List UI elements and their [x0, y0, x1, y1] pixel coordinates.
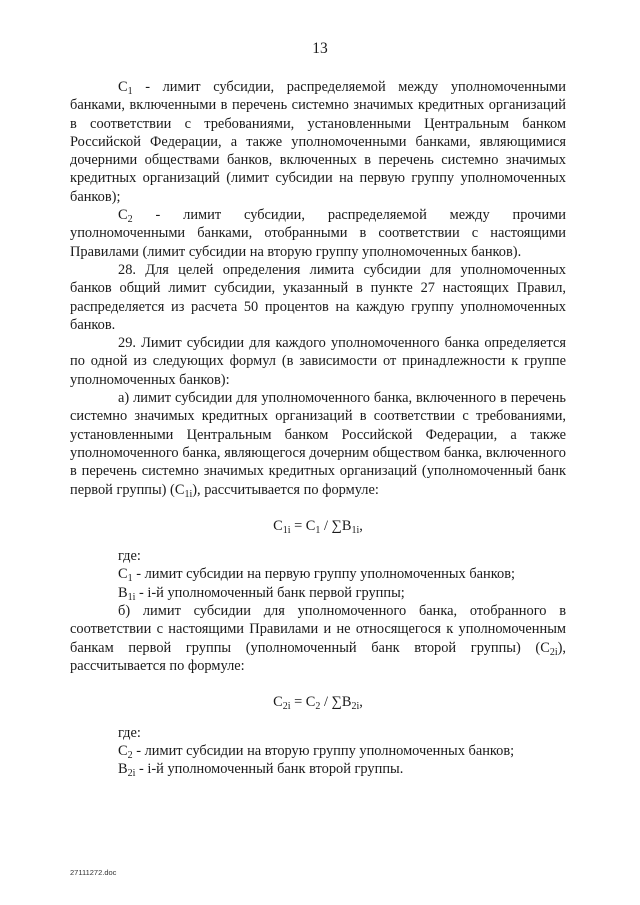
paragraph-text: - лимит субсидии, распределяемой между прочими уполномоченными банками, отобранными в соответствии с настоящими Правилами (лимит субсидии на вторую группу уполномоченных банков). — [70, 207, 566, 260]
subscript: 2i — [127, 768, 136, 780]
subscript: 2i — [351, 701, 360, 713]
definition-text: - лимит субсидии на вторую группу уполномоченных банков; — [132, 742, 515, 759]
subscript: 2 — [127, 214, 133, 226]
formula-first-group — [70, 517, 566, 535]
paragraph-28: 28. Для целей определения лимита субсидии для уполномоченных банков общий лимит субсидии, указанный в пункте 27 настоящих Правил, распределяется из расчета 50 процентов на каждую группу уполномоченных банков. — [70, 261, 566, 333]
formula-second-group — [70, 693, 566, 711]
subscript: 1 — [315, 524, 321, 536]
symbol-c: C — [118, 207, 128, 224]
symbol-c: C — [118, 566, 128, 583]
where-label: где: — [118, 724, 141, 741]
formula-end: , — [359, 694, 363, 711]
definition-text: - i-й уполномоченный банк второй группы. — [135, 761, 404, 778]
paragraph-text: - лимит субсидии, распределяемой между уполномоченными банками, включенными в перечень системно значимых кредитных организаций в соответствии с требованиями, установленными Центральным банком Российской Федерации, а также уполномоченными банками, являющимися дочерними обществами банков, включенных в перечень системно значимых кредитных организаций (лимит субсидии на первую группу уполномоченных банков); — [70, 79, 566, 205]
subscript: 2 — [315, 701, 321, 713]
symbol-b: B — [118, 584, 128, 601]
formula-equals: = C — [290, 694, 316, 711]
formula-lhs: C — [273, 517, 283, 534]
document-body — [70, 78, 566, 778]
subscript: 2 — [127, 749, 133, 761]
definition-text: - i-й уполномоченный банк первой группы; — [135, 584, 405, 601]
where-label: где: — [118, 548, 141, 565]
definition-c2 — [70, 742, 566, 760]
symbol-b: B — [118, 761, 128, 778]
subscript: 1 — [127, 573, 133, 585]
definition-b1i — [70, 584, 566, 602]
paragraph-text-tail: ), рассчитывается по формуле: — [192, 481, 379, 498]
subscript: 1i — [282, 524, 291, 536]
definition-b2i — [70, 760, 566, 778]
paragraph-29b — [70, 602, 566, 675]
paragraph-text: б) лимит субсидии для уполномоченного банка, отобранного в соответствии с настоящими Правилами и не относящегося к уполномоченным банкам первой группы (уполномоченный банк второй группы) (C — [70, 603, 566, 656]
formula-sum: / ∑B — [320, 517, 352, 534]
subscript: 1i — [184, 488, 193, 500]
page-number: 13 — [312, 40, 328, 57]
definition-c1 — [70, 565, 566, 583]
subscript: 2i — [549, 646, 558, 658]
formula-equals: = C — [290, 517, 316, 534]
subscript: 1i — [127, 591, 136, 603]
symbol-c: C — [118, 742, 128, 759]
paragraph-text: а) лимит субсидии для уполномоченного банка, включенного в перечень системно значимых кредитных организаций в соответствии с требованиями, установленными Центральным банком Российской Федерации, а также уполномоченного банка, являющегося дочерним обществом банка, включенного в перечень системно значимых кредитных организаций (уполномоченный банк первой группы) (C — [70, 390, 566, 498]
paragraph-text-tail: ), рассчитывается по формуле: — [70, 639, 566, 674]
formula-end: , — [359, 517, 363, 534]
formula-lhs: C — [273, 694, 283, 711]
paragraph-29a — [70, 389, 566, 499]
subscript: 2i — [282, 701, 291, 713]
paragraph-29: 29. Лимит субсидии для каждого уполномоченного банка определяется по одной из следующих формул (в зависимости от принадлежности к группе уполномоченных банков): — [70, 335, 566, 388]
paragraph-c2-definition — [70, 206, 566, 261]
subscript: 1i — [351, 524, 360, 536]
formula-sum: / ∑B — [320, 694, 352, 711]
subscript: 1 — [127, 86, 133, 97]
symbol-c: C — [118, 79, 128, 95]
definition-text: - лимит субсидии на первую группу уполномоченных банков; — [132, 566, 516, 583]
footer-filename: 27111272.doc — [70, 868, 117, 877]
paragraph-c1-definition — [70, 78, 566, 206]
